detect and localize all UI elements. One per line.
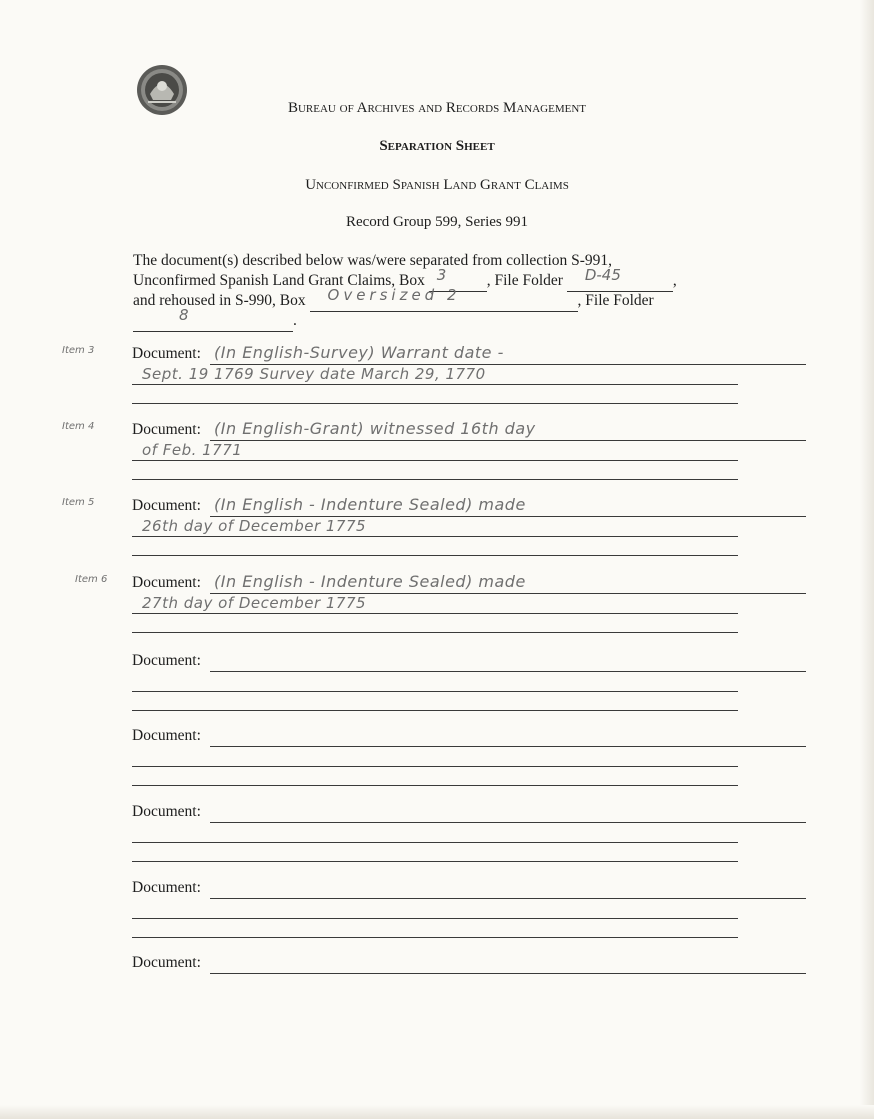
document-description-line-1: (In English - Indenture Sealed) made (214, 495, 526, 514)
intro-line-3-text: and rehoused in S-990, Box (133, 292, 306, 309)
document-line-3[interactable] (132, 632, 738, 633)
record-group: Record Group 599, Series 991 (345, 214, 529, 230)
document-entry (132, 497, 738, 557)
document-entry (132, 421, 738, 481)
document-line-1[interactable] (210, 822, 806, 823)
document-entry (132, 574, 738, 634)
document-line-1[interactable] (210, 898, 806, 899)
document-description-line-1: (In English - Indenture Sealed) made (214, 572, 526, 591)
document-line-3[interactable] (132, 937, 738, 938)
document-line-3[interactable] (132, 555, 738, 556)
item-number-note: Item 3 (62, 345, 95, 356)
intro-line-3 (133, 286, 733, 312)
document-label: Document: (132, 652, 201, 669)
file-folder-field[interactable] (567, 266, 673, 292)
document-description-line-2: Sept. 19 1769 Survey date March 29, 1770 (142, 365, 486, 383)
document-line-2[interactable] (132, 918, 738, 919)
sheet-title: Separation Sheet (379, 138, 495, 154)
intro-line-1: The document(s) described below was/were separated from collection S-991, (133, 252, 613, 269)
document-label: Document: (132, 727, 201, 744)
document-description-line-2: of Feb. 1771 (142, 441, 243, 459)
rehouse-box-field[interactable] (310, 286, 578, 312)
bureau-title: Bureau of Archives and Records Management (287, 100, 586, 116)
document-line-1[interactable] (210, 973, 806, 974)
document-description-line-2: 26th day of December 1775 (142, 517, 367, 535)
item-number-note: Item 5 (62, 497, 95, 508)
document-line-3[interactable] (132, 785, 738, 786)
page-edge (860, 0, 874, 1119)
document-label: Document: (132, 879, 201, 896)
box-value: 3 (436, 266, 447, 284)
item-number-note: Item 6 (75, 574, 108, 585)
document-entry (132, 345, 738, 405)
intro-line-4 (133, 306, 733, 332)
document-entry (132, 803, 738, 863)
document-line-2[interactable] (132, 766, 738, 767)
document-line-2[interactable] (132, 691, 738, 692)
rehouse-box-value: Oversized 2 (327, 286, 461, 304)
document-entry (132, 879, 738, 939)
document-entry (132, 954, 738, 1014)
document-line-2[interactable] (132, 842, 738, 843)
folder-value: D-45 (584, 266, 621, 284)
document-line-3[interactable] (132, 403, 738, 404)
collection-title: Unconfirmed Spanish Land Grant Claims (305, 177, 569, 193)
document-description-line-1: (In English-Grant) witnessed 16th day (214, 419, 536, 438)
intro-line-2-text: Unconfirmed Spanish Land Grant Claims, Box (133, 272, 425, 289)
item-number-note: Item 4 (62, 421, 95, 432)
intro-line-3-text-b: , File Folder (577, 292, 654, 309)
document-description-line-2: 27th day of December 1775 (142, 594, 367, 612)
document-line-3[interactable] (132, 710, 738, 711)
document-label: Document: (132, 803, 201, 820)
document-line-1[interactable] (210, 671, 806, 672)
document-line-1[interactable] (210, 746, 806, 747)
document-label: Document: (132, 421, 201, 438)
document-description-line-1: (In English-Survey) Warrant date - (214, 343, 504, 362)
rehouse-folder-value: 8 (179, 306, 189, 324)
intro-line-2-text-b: , File Folder (486, 272, 563, 289)
document-line-3[interactable] (132, 479, 738, 480)
document-entry (132, 652, 738, 712)
document-line-2[interactable] (132, 460, 738, 461)
document-label: Document: (132, 954, 201, 971)
intro-line-2-end: , (672, 272, 677, 289)
document-label: Document: (132, 574, 201, 591)
document-line-2[interactable] (132, 384, 738, 385)
document-label: Document: (132, 497, 201, 514)
document-entry (132, 727, 738, 787)
page-edge (0, 1105, 874, 1119)
document-line-2[interactable] (132, 536, 738, 537)
rehouse-folder-field[interactable] (133, 306, 293, 332)
document-line-2[interactable] (132, 613, 738, 614)
document-line-3[interactable] (132, 861, 738, 862)
document-line-1[interactable] (210, 440, 806, 441)
document-label: Document: (132, 345, 201, 362)
intro-line-4-end: . (293, 312, 297, 329)
